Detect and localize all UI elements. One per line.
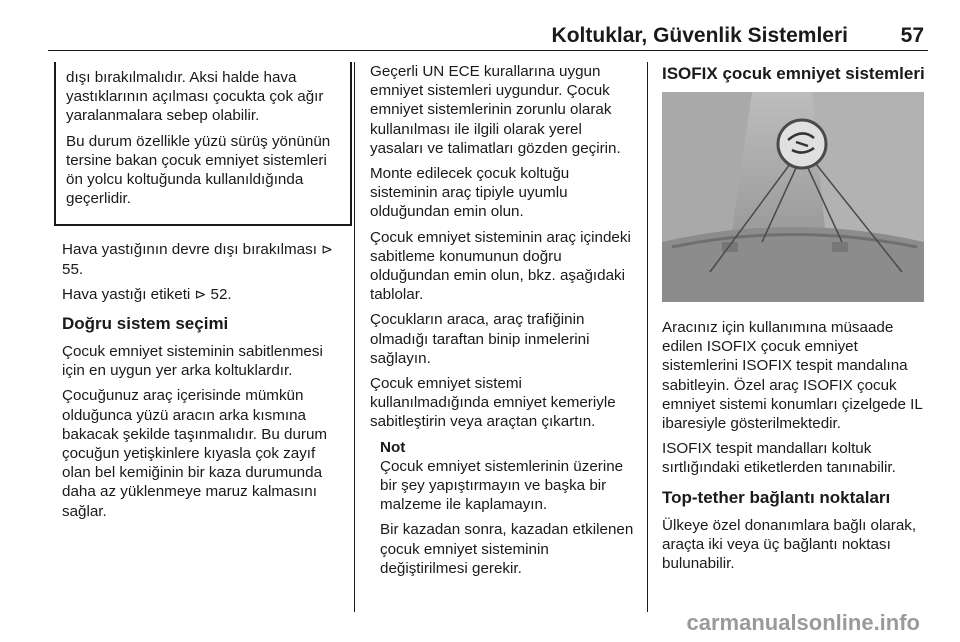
reference-text: Hava yastığı etiketi [62,285,191,303]
isofix-seat-illustration [662,92,924,302]
body-paragraph: Çocuk emniyet sisteminin sabitlenmesi için en uygun yer arka koltuklardır. [62,343,323,380]
body-paragraph: Aracınız için kullanımına müsaade edilen ISOFIX çocuk emniyet sistemlerini ISOFIX tespit mandalına sabitleyin. Özel araç ISOFIX çocuk emniyet sistemi konumları çizelgede IL ibaresiyle gösterilmektedir. [662,319,923,433]
watermark: carmanualsonline.info [686,610,920,635]
note-block [370,438,638,578]
body-paragraph: Geçerli UN ECE kurallarına uygun emniyet sistemleri uygundur. Çocuk emniyet sistemlerinin zorunlu olarak kullanılması ile ilgili olarak yerel yasaları ve talimatları gözden geçirin. [370,63,621,157]
column-divider [354,62,355,612]
reference-page[interactable]: 55. [62,260,84,278]
column-divider [647,62,648,612]
warning-box [54,62,352,226]
warning-paragraph: dışı bırakılmalıdır. Aksi halde hava yastıklarının açılması çocukta çok ağır yaralanmalara sebep olabilir. [66,69,324,125]
section-heading: Top-tether bağlantı noktaları [662,487,891,507]
isofix-seat-photo [662,92,924,302]
body-paragraph: ISOFIX tespit mandalları koltuk sırtlığındaki etiketlerden tanınabilir. [662,440,896,477]
note-title: Not [380,438,406,456]
reference-page[interactable]: 52. [210,285,232,303]
body-paragraph: Monte edilecek çocuk koltuğu sisteminin araç tipiyle uyumlu olduğundan emin olun. [370,165,570,221]
body-paragraph: Ülkeye özel donanımlara bağlı olarak, araçta iki veya üç bağlantı noktası bulunabilir. [662,516,917,573]
cross-reference [62,285,342,304]
column-right [662,62,930,579]
warning-paragraph: Bu durum özellikle yüzü sürüş yönünün tersine bakan çocuk emniyet sistemleri ön yolcu koltuğunda kullanıldığında geçerlidir. [66,132,331,208]
note-paragraph: Bir kazadan sonra, kazadan etkilenen çocuk emniyet sisteminin değiştirilmesi gerekir. [380,521,634,577]
page-ref-icon: ⊳ [194,285,207,302]
reference-text: Hava yastığının devre dışı bırakılması [62,241,317,259]
note-paragraph: Çocuk emniyet sistemlerinin üzerine bir şey yapıştırmayın ve başka bir malzeme ile kaplamayın. [380,457,624,514]
section-heading: Doğru sistem seçimi [62,314,229,334]
page-number: 57 [900,24,924,47]
body-paragraph: Çocukların araca, araç trafiğinin olmadığı taraftan binip inmelerini sağlayın. [370,311,590,367]
cross-reference [62,240,342,278]
body-paragraph: Çocuk emniyet sisteminin araç içindeki sabitleme konumunun doğru olduğundan emin olun, bkz. aşağıdaki tablolar. [370,228,631,304]
column-middle [370,62,638,584]
column-left [62,62,342,527]
section-heading: ISOFIX çocuk emniyet sistemleri [662,64,925,83]
page-header [48,18,928,51]
body-paragraph: Çocuk emniyet sistemi kullanılmadığında emniyet kemeriyle sabitleştirin veya araçtan çıkartın. [370,375,616,431]
section-title: Koltuklar, Güvenlik Sistemleri [551,24,848,47]
body-paragraph: Çocuğunuz araç içerisinde mümkün olduğunca yüzü aracın arka kısmına bakacak şekilde taşınmalıdır. Bu durum çocuğun yetişkinlere kıyasla çok zayıf olan bel kemiğinin bir kaza durumunda daha az yüklenmeye maruz kalmasını sağlar. [62,387,328,520]
page-ref-icon: ⊳ [321,241,333,258]
